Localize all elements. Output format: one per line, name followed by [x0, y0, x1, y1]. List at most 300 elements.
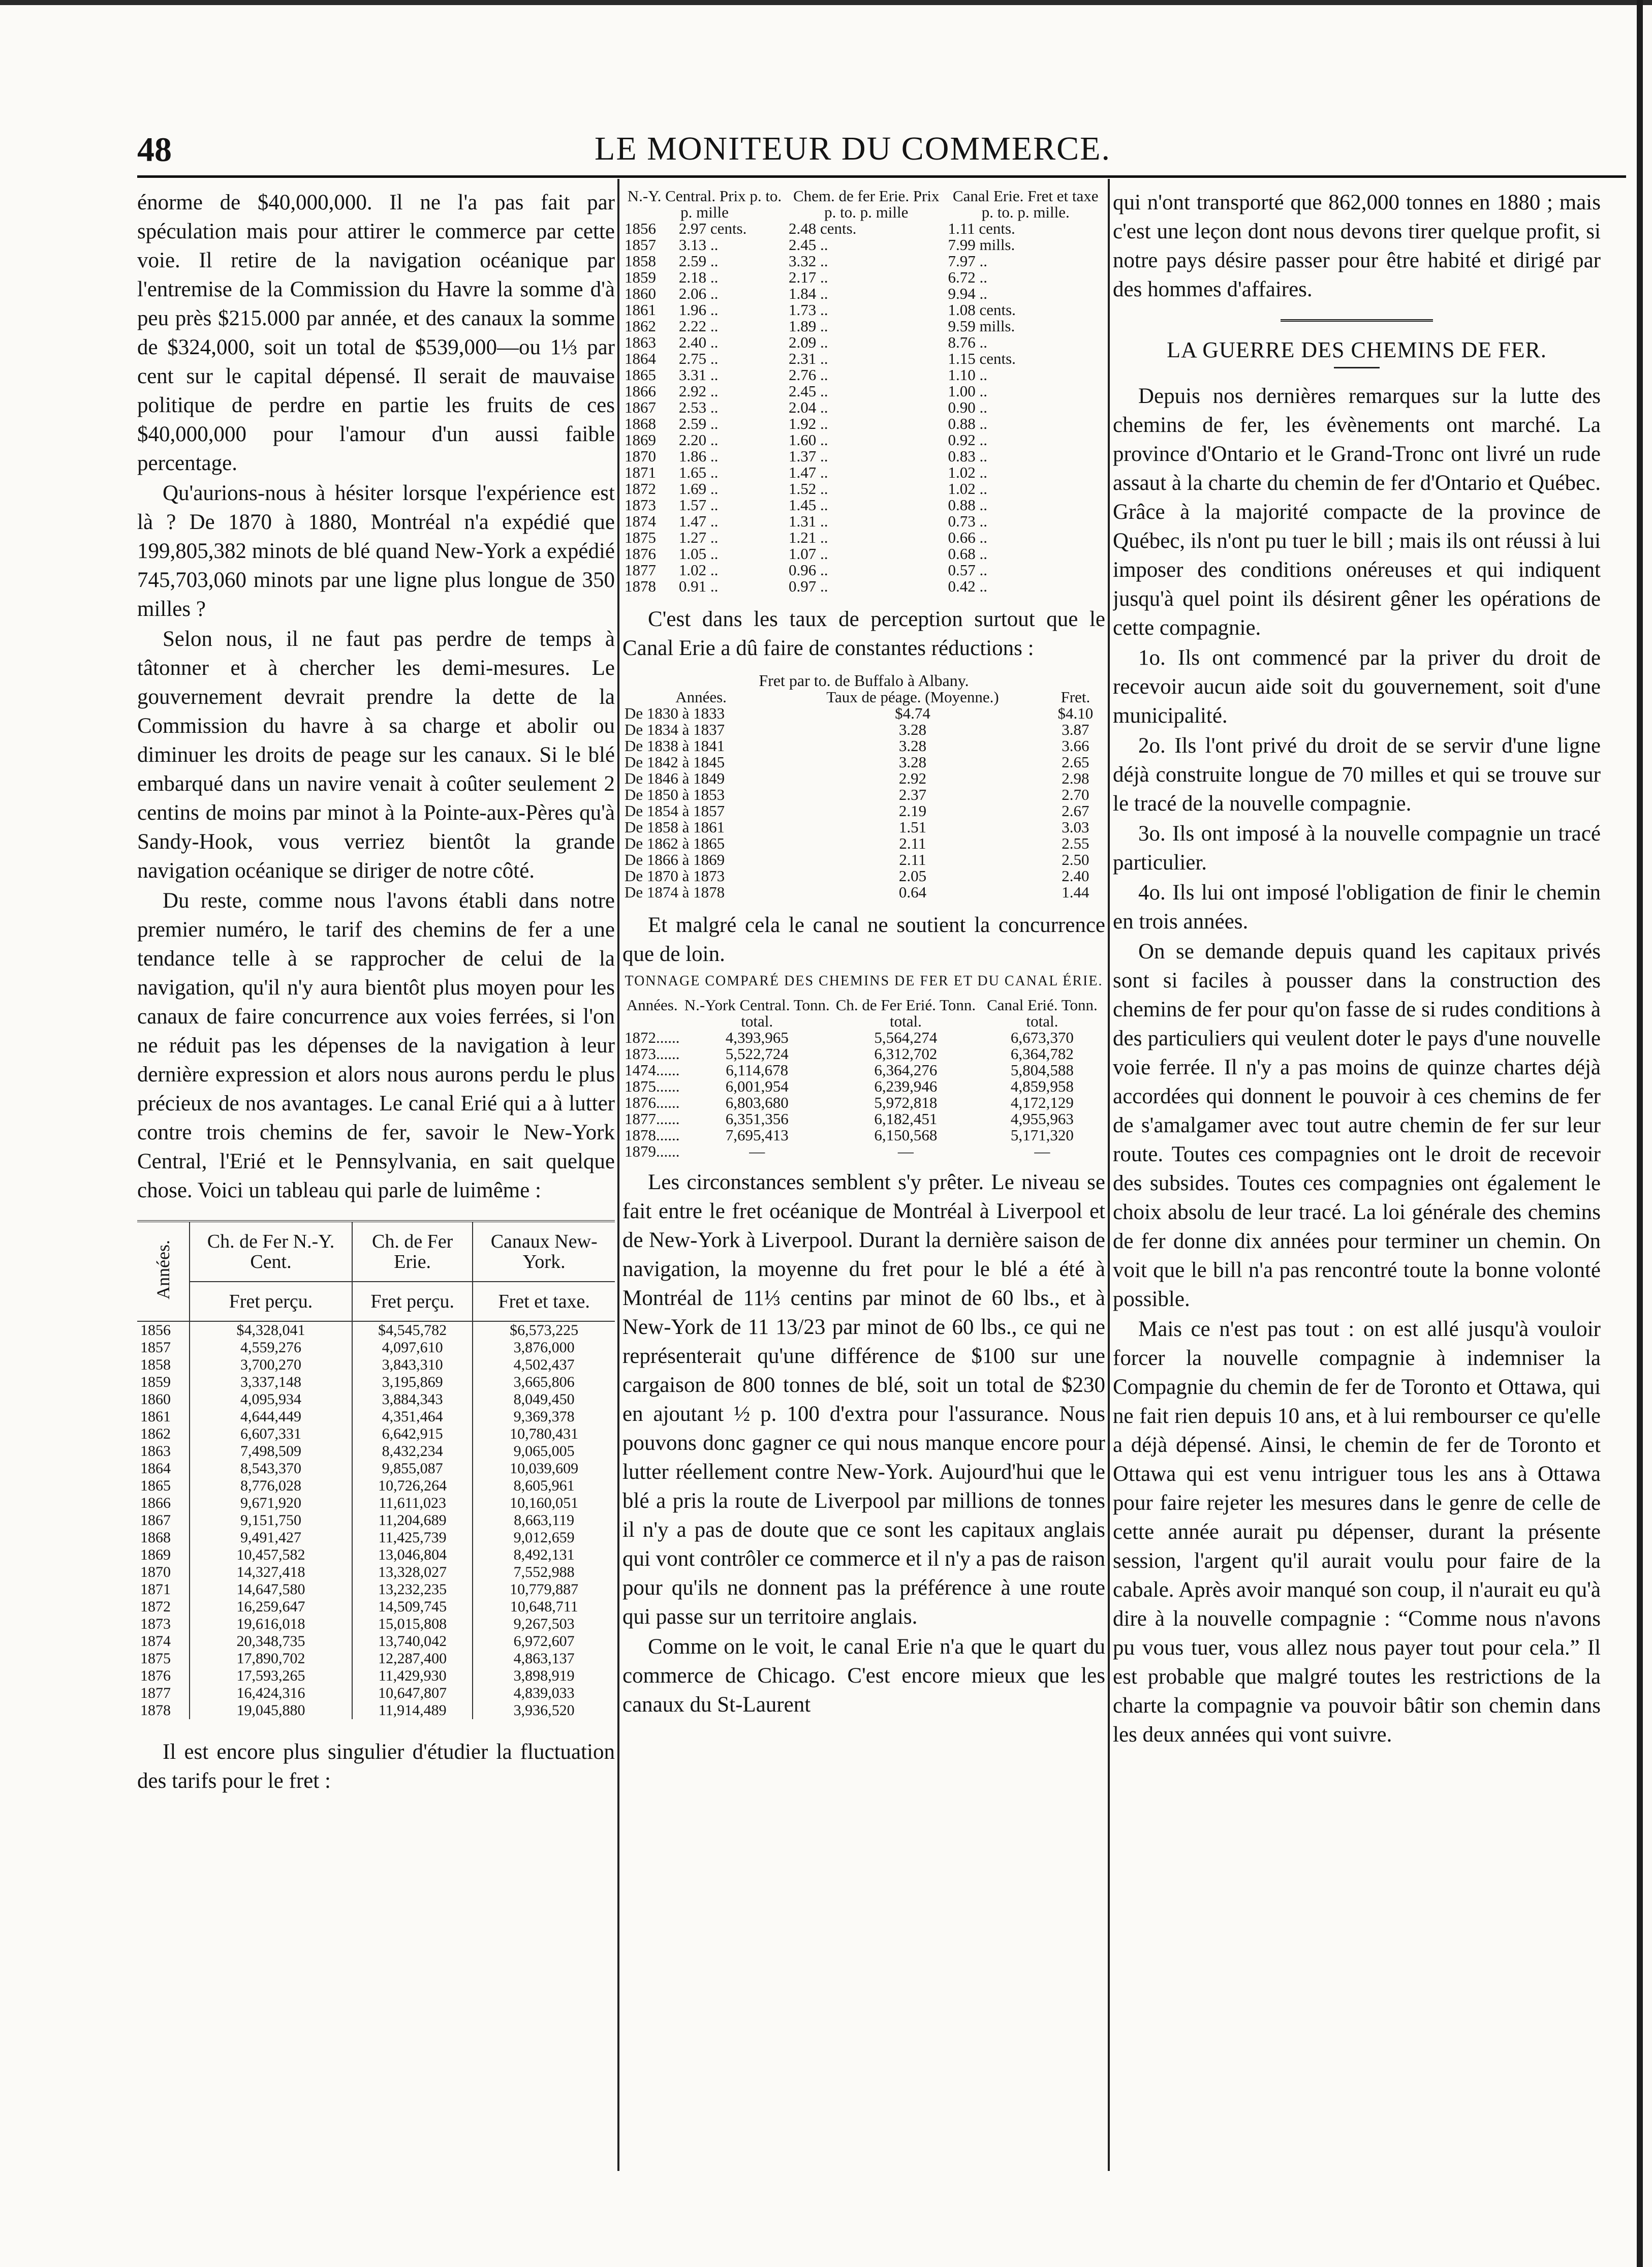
table-cell: 1867	[625, 398, 656, 416]
paragraph: 4o. Ils lui ont imposé l'obligation de finir le chemin en trois années.	[1113, 881, 1601, 934]
paragraph: On se demande depuis quand les capitaux privés sont si faciles à pousser dans la construction des chemins de fer pour qu'on fasse de si rudes conditions à des particuliers qui veulent doter le pays d'une nouvelle voie ferrée. Il n'y a pas moins de quinze chartes déjà accordées qui donnent le pouvoir à ces chemins de fer de s'amalgamer avec tout autre chemin de fer sur leur route. Toutes ces compagnies ont le droit de recevoir des subsides. Toutes ces compagnies ont également le choix absolu de leur tracé. La loi générale des chemins de fer donne dix années pour terminer un chemin. On voit que le bill n'a pas rencontré toute la bonne volonté possible.	[1113, 940, 1601, 1311]
table-row	[622, 738, 1105, 754]
table-row	[137, 1650, 615, 1667]
table-cell: 7,552,988	[513, 1564, 575, 1580]
table-row	[622, 770, 1105, 787]
table-row	[622, 562, 1105, 578]
table-row	[622, 835, 1105, 852]
table-cell: 5,522,724	[725, 1045, 789, 1063]
table-cell: 1865	[625, 366, 656, 384]
table-header: Ch. de Fer Erié. Tonn. total.	[835, 996, 976, 1030]
table-cell: 1.11 cents.	[948, 220, 1015, 237]
table-header: Chem. de fer Erie. Prix p. to. p. mille	[793, 188, 940, 221]
table-cell: De 1870 à 1873	[625, 867, 725, 885]
table-cell: De 1838 à 1841	[625, 737, 725, 755]
table-cell: 6,351,356	[725, 1110, 789, 1128]
table-cell: 13,328,027	[352, 1564, 473, 1581]
table-row	[622, 852, 1105, 868]
table-cell: 1856	[625, 220, 656, 237]
table-cell: 2.98	[1062, 769, 1089, 787]
table-cell: 1.86 ..	[678, 447, 719, 465]
table-cell: 1474......	[625, 1061, 680, 1079]
table-cell: 5,564,274	[874, 1029, 938, 1046]
table-cell: 2.17 ..	[788, 268, 828, 286]
table-subheader: Fret perçu.	[190, 1282, 352, 1321]
table-row	[137, 1408, 615, 1425]
table-cell: 4,351,464	[352, 1408, 473, 1425]
table-cell: 0.83 ..	[948, 447, 987, 465]
table-cell: 2.22 ..	[678, 317, 719, 335]
table-row	[622, 705, 1105, 722]
table-row	[137, 1477, 615, 1495]
table-cell: 1.15 cents.	[948, 350, 1016, 367]
table-cell: 2.05	[898, 867, 927, 885]
paragraph: Mais ce n'est pas tout : on est allé jusqu'à vouloir forcer la nouvelle compagnie à indemniser la Compagnie du chemin de fer de Toronto et Ottawa, qui ne fait rien depuis 10 ans, et à lui rembourser ce qu'elle a déjà dépensé. Ainsi, le chemin de fer de Toronto et Ottawa qui est venu intriguer tous les ans à Ottawa pour faire rejeter les mesures dans le genre de celle de cette année aurait pu dépenser, durant la présente session, l'argent qu'il aurait voulu pour faire de la cabale. Après avoir manqué son coup, il n'aurait eu qu'à dire à la nouvelle compagnie : “Comme nous n'avons pu vous tuer, vous allez nous payer tout pour cela.” Il est probable que malgré toutes les restrictions de la charte la compagnie va pouvoir bâtir son chemin dans les deux années qui vont suivre.	[1113, 1317, 1601, 1747]
table-cell: 6,803,680	[725, 1094, 789, 1111]
table-cell: 1.84 ..	[788, 285, 828, 302]
table-row	[622, 432, 1105, 448]
top-border	[0, 0, 1652, 5]
table-cell: 11,204,689	[352, 1512, 473, 1529]
column-divider-2	[1108, 179, 1110, 2171]
table-cell: 7,498,509	[190, 1443, 352, 1460]
paragraph: Depuis nos dernières remarques sur la lutte des chemins de fer, les évènements ont marché. La province d'Ontario et le Grand-Tronc ont livré un rude assaut à la charte du chemin de fer d'Ontario et Québec. Grâce à la majorité compacte de la province de Québec, ils n'ont pu tuer le bill ; mais ils ont réussi à lui imposer des conditions onéreuses et qui indiquent jusqu'à quel point ils désirent gêner les opérations de cette compagnie.	[1113, 384, 1601, 640]
table-row	[137, 1391, 615, 1408]
table-cell: 1866	[137, 1495, 190, 1512]
table-cell: 3.28	[898, 721, 927, 738]
table-cell: 1864	[137, 1460, 190, 1477]
table-cell: 1875	[137, 1650, 190, 1667]
table-header: Années.	[675, 688, 727, 706]
table-cell: 1.51	[898, 818, 927, 836]
table-cell: 3.31 ..	[678, 366, 719, 384]
table-row	[622, 383, 1105, 399]
table-row	[622, 481, 1105, 497]
table-row	[622, 286, 1105, 302]
table-cell: 0.66 ..	[948, 529, 987, 546]
table-cell: 4,393,965	[725, 1029, 789, 1046]
paragraph: 2o. Ils l'ont privé du droit de se servir d'une ligne déjà construite longue de 70 milles et qui se trouve sur le tracé de la nouvelle compagnie.	[1113, 734, 1601, 816]
table-cell: 1.89 ..	[788, 317, 828, 335]
table-cell: 2.06 ..	[678, 285, 719, 302]
table-title: TONNAGE COMPARÉ DES CHEMINS DE FER ET DU CANAL ÉRIE.	[625, 973, 1103, 989]
table-cell: 1.05 ..	[678, 545, 719, 563]
table-cell: 8,432,234	[352, 1443, 473, 1460]
table-cell: 0.96 ..	[788, 561, 828, 579]
table-cell: 14,647,580	[190, 1581, 352, 1598]
table-cell: 4,502,437	[513, 1356, 575, 1373]
table-cell: 2.11	[899, 834, 926, 852]
table-row	[622, 1078, 1105, 1095]
table-cell: 2.31 ..	[788, 350, 828, 367]
table-cell: 6,001,954	[725, 1077, 789, 1095]
table-row	[137, 1374, 615, 1391]
table-cell: 3,898,919	[513, 1667, 575, 1684]
table-cell: 1872	[625, 480, 656, 498]
table-cell: 2.18 ..	[678, 268, 719, 286]
table-row	[137, 1425, 615, 1443]
paragraph: Les circonstances semblent s'y prêter. Le niveau se fait entre le fret océanique de Montréal à Liverpool et de New-York à Liverpool. Durant la dernière saison de navigation, la moyenne du fret pour le blé a été à Montréal de 11⅓ centins par minot de 60 lbs., et à New-York de 11 13/23 par minot de 60 lbs., ce qui ne représenterait qu'une différence de $100 sur une cargaison de 800 tonnes de blé, soit un total de $230 en ajoutant ½ p. 100 d'extra pour l'assurance. Nous pouvons donc gagner ce qui nous manque encore pour lutter réellement contre New-York. Aujourd'hui que le blé a pris la route de Liverpool par millions de tonnes il n'y a pas de doute que ce sont les capitaux anglais qui vont contrôler ce commerce et il n'y a pas de raison pour qu'ils ne donnent pas la préférence à une route qui passe sur un territoire anglais.	[622, 1170, 1105, 1629]
table-cell: 1868	[137, 1529, 190, 1546]
table-cell: 4,863,137	[513, 1650, 575, 1667]
table-header: Taux de péage. (Moyenne.)	[826, 688, 999, 706]
table-cell: 1.37 ..	[788, 447, 828, 465]
table-cell: 10,648,711	[510, 1598, 578, 1615]
table-cell: 10,779,887	[510, 1581, 579, 1598]
paragraph: qui n'ont transporté que 862,000 tonnes en 1880 ; mais c'est une leçon dont nous devons tirer quelque profit, si notre pays désire passer pour être habité et dirigé par des hommes d'affaires.	[1113, 191, 1601, 301]
table-cell: 8,776,028	[190, 1477, 352, 1495]
table-cell: 1.07 ..	[788, 545, 828, 563]
table-cell: 1.47 ..	[678, 512, 719, 530]
table-cell: 1864	[625, 350, 656, 367]
table-cell: $6,573,225	[510, 1322, 579, 1339]
table-cell: 1.52 ..	[788, 480, 828, 498]
table-row	[137, 1512, 615, 1529]
column-3	[1113, 188, 1601, 1750]
table-cell: 1877......	[625, 1110, 680, 1128]
table-cell: 1.69 ..	[678, 480, 719, 498]
table-row	[137, 1616, 615, 1633]
table-row	[622, 269, 1105, 286]
section-heading: LA GUERRE DES CHEMINS DE FER.	[1167, 337, 1547, 362]
table-row	[137, 1598, 615, 1616]
table-cell: 1.21 ..	[788, 529, 828, 546]
table-cell: 0.42 ..	[948, 577, 987, 595]
table-cell: $4.74	[895, 704, 930, 722]
table-row	[622, 884, 1105, 900]
table-cell: 5,171,320	[1010, 1126, 1074, 1144]
table-cell: 11,914,489	[352, 1702, 473, 1719]
table-cell: 1863	[625, 333, 656, 351]
freight-revenue-table	[137, 1220, 615, 1719]
table-cell: 1874	[137, 1633, 190, 1650]
table-cell: De 1846 à 1849	[625, 769, 725, 787]
table-cell: De 1830 à 1833	[625, 704, 725, 722]
rates-table	[622, 188, 1105, 595]
table-cell: 2.55	[1062, 834, 1089, 852]
table-row	[622, 578, 1105, 595]
table-header: Canaux New-York.	[473, 1221, 615, 1282]
table-cell: 1861	[137, 1408, 190, 1425]
table-header: N.-Y. Central. Prix p. to. p. mille	[627, 188, 782, 221]
table-cell: 1876	[625, 545, 656, 563]
table-cell: 2.37	[898, 786, 927, 803]
table-header: Ch. de Fer N.-Y. Cent.	[190, 1221, 352, 1282]
page-title: LE MONITEUR DU COMMERCE.	[595, 130, 1111, 167]
table-row	[137, 1339, 615, 1356]
table-header: Canal Erie. Fret et taxe p. to. p. mille.	[952, 188, 1099, 221]
table-cell: 1860	[625, 285, 656, 302]
table-row	[137, 1460, 615, 1477]
table-cell: 0.68 ..	[948, 545, 987, 563]
table-cell: 1860	[137, 1391, 190, 1408]
table-cell: 1875	[625, 529, 656, 546]
table-cell: 3,665,806	[513, 1374, 575, 1390]
tonnage-table	[622, 997, 1105, 1160]
table-cell: 1857	[137, 1339, 190, 1356]
table-cell: 1876	[137, 1667, 190, 1685]
table-row	[137, 1581, 615, 1598]
table-cell: 11,425,739	[352, 1529, 473, 1546]
paragraph: Qu'aurions-nous à hésiter lorsque l'expérience est là ? De 1870 à 1880, Montréal n'a expédié que 199,805,382 minots de blé quand New-York a expédié 745,703,060 minots par une ligne plus longue de 350 milles ?	[137, 481, 615, 621]
table-cell: 0.97 ..	[788, 577, 828, 595]
table-cell: 6.72 ..	[948, 268, 987, 286]
section-divider	[1281, 319, 1433, 322]
table-cell: —	[897, 1142, 914, 1160]
table-row	[622, 530, 1105, 546]
table-cell: 2.53 ..	[678, 398, 719, 416]
table-row	[622, 464, 1105, 481]
table-cell: 1859	[625, 268, 656, 286]
paragraph: énorme de $40,000,000. Il ne l'a pas fait par spéculation mais pour attirer le commerce par cette voie. Il retire de la navigation océanique par l'entremise de la Commission du Havre la somme d'à peu près $215.000 par année, et des canaux la somme de $324,000, soit un total de $539,000—ou 1⅓ par cent sur le capital dépensé. Il serait de mauvaise politique de perdre en partie les fruits de ces $40,000,000 pour l'amour d'un aussi faible percentage.	[137, 191, 615, 475]
table-cell: 10,647,807	[352, 1685, 473, 1702]
table-cell: 16,424,316	[190, 1685, 352, 1702]
table-cell: 9,151,750	[190, 1512, 352, 1529]
table-cell: De 1842 à 1845	[625, 753, 725, 771]
table-cell: 12,287,400	[352, 1650, 473, 1667]
table-cell: 6,673,370	[1010, 1029, 1074, 1046]
table-cell: 8,492,131	[513, 1546, 575, 1563]
table-cell: —	[1034, 1142, 1050, 1160]
table-cell: 19,045,880	[190, 1702, 352, 1719]
table-cell: 2.45 ..	[788, 382, 828, 400]
table-cell: 9,267,503	[513, 1616, 575, 1632]
table-row	[622, 497, 1105, 513]
table-cell: 2.70	[1062, 786, 1089, 803]
table-row	[137, 1356, 615, 1374]
table-cell: 19,616,018	[190, 1616, 352, 1633]
table-cell: 14,327,418	[190, 1564, 352, 1581]
table-cell: 3,195,869	[352, 1374, 473, 1391]
table-cell: 4,839,033	[513, 1685, 575, 1701]
table-row	[622, 1095, 1105, 1111]
table-header: Canal Erié. Tonn. total.	[987, 996, 1098, 1030]
table-row	[622, 399, 1105, 416]
table-cell: 20,348,735	[190, 1633, 352, 1650]
table-row	[622, 868, 1105, 884]
table-cell: 7.99 mills.	[948, 236, 1015, 254]
table-cell: 0.88 ..	[948, 496, 987, 514]
table-cell: 1871	[137, 1581, 190, 1598]
paragraph: 3o. Ils ont imposé à la nouvelle compagnie un tracé particulier.	[1113, 822, 1601, 875]
table-cell: 4,859,958	[1010, 1077, 1074, 1095]
table-cell: 4,172,129	[1010, 1094, 1074, 1111]
table-row	[622, 513, 1105, 530]
table-cell: —	[749, 1142, 765, 1160]
table-cell: 8,049,450	[513, 1391, 575, 1408]
table-cell: 1866	[625, 382, 656, 400]
table-row	[622, 722, 1105, 738]
table-cell: 3,337,148	[190, 1374, 352, 1391]
table-cell: 3,843,310	[352, 1356, 473, 1374]
table-cell: De 1850 à 1853	[625, 786, 725, 803]
table-cell: 2.19	[898, 802, 927, 820]
table-cell: 1.47 ..	[788, 463, 828, 481]
table-row	[137, 1546, 615, 1564]
table-cell: 6,607,331	[190, 1425, 352, 1443]
table-cell: 1.02 ..	[948, 480, 987, 498]
table-row	[622, 1046, 1105, 1062]
table-cell: 3,700,270	[190, 1356, 352, 1374]
table-row	[622, 221, 1105, 237]
table-cell: 8,543,370	[190, 1460, 352, 1477]
table-row	[622, 546, 1105, 562]
table-cell: 13,740,042	[352, 1633, 473, 1650]
table-cell: 2.45 ..	[788, 236, 828, 254]
table-cell: 4,095,934	[190, 1391, 352, 1408]
table-cell: 3,936,520	[513, 1702, 575, 1719]
table-cell: 2.50	[1062, 851, 1089, 868]
table-row	[622, 351, 1105, 367]
table-row	[622, 819, 1105, 835]
right-border	[1637, 0, 1643, 2267]
table-cell: 5,804,588	[1010, 1061, 1074, 1079]
table-cell: 2.67	[1062, 802, 1089, 820]
table-cell: 4,644,449	[190, 1408, 352, 1425]
table-cell: 3.03	[1062, 818, 1089, 836]
table-cell: De 1854 à 1857	[625, 802, 725, 820]
table-cell: 16,259,647	[190, 1598, 352, 1616]
table-cell: 1.65 ..	[678, 463, 719, 481]
table-cell: 1.92 ..	[788, 415, 828, 432]
table-cell: 1873......	[625, 1045, 680, 1063]
table-cell: 1.02 ..	[678, 561, 719, 579]
table-cell: 1872......	[625, 1029, 680, 1046]
table-cell: 2.75 ..	[678, 350, 719, 367]
table-cell: 1.73 ..	[788, 301, 828, 319]
table-cell: 10,039,609	[510, 1460, 579, 1477]
table-cell: 6,239,946	[874, 1077, 938, 1095]
table-subheader: Fret et taxe.	[473, 1282, 615, 1321]
table-cell: De 1834 à 1837	[625, 721, 725, 738]
table-cell: 1.96 ..	[678, 301, 719, 319]
table-cell: 1862	[625, 317, 656, 335]
paragraph: 1o. Ils ont commencé par la priver du droit de recevoir aucun aide soit du gouvernement, soit d'une municipalité.	[1113, 646, 1601, 728]
table-cell: 3.32 ..	[788, 252, 828, 270]
table-row	[622, 318, 1105, 334]
page-number: 48	[137, 130, 172, 169]
table-cell: 1877	[137, 1685, 190, 1702]
column-divider-1	[617, 179, 619, 2171]
table-cell: 6,150,568	[874, 1126, 938, 1144]
table-row	[622, 1127, 1105, 1143]
table-caption: Fret par to. de Buffalo à Albany.	[759, 671, 969, 690]
table-cell: 1878	[625, 577, 656, 595]
table-cell: 0.91 ..	[678, 577, 719, 595]
table-cell: 0.88 ..	[948, 415, 987, 432]
table-row	[137, 1529, 615, 1546]
table-row	[137, 1564, 615, 1581]
table-cell: 1873	[625, 496, 656, 514]
table-cell: 6,312,702	[874, 1045, 938, 1063]
table-cell: 6,642,915	[352, 1425, 473, 1443]
table-cell: 17,593,265	[190, 1667, 352, 1685]
table-cell: 3,876,000	[513, 1339, 575, 1356]
table-cell: 1858	[137, 1356, 190, 1374]
table-cell: 1877	[625, 561, 656, 579]
table-cell: 0.73 ..	[948, 512, 987, 530]
table-cell: 2.65	[1062, 753, 1089, 771]
paragraph: Et malgré cela le canal ne soutient la concurrence que de loin.	[622, 913, 1105, 966]
table-cell: 1863	[137, 1443, 190, 1460]
table-cell: 2.40	[1062, 867, 1089, 885]
table-cell: 3.28	[898, 737, 927, 755]
paragraph: Du reste, comme nous l'avons établi dans notre premier numéro, le tarif des chemins de fer a une tendance telle à se rapprocher de celui de la navigation, qu'il n'y aura bientôt plus moyen pour les canaux de faire concurrence aux voies ferrées, si l'on ne réduit pas les dépenses de la navigation à leur dernière expression et alors nous aurons perdu le plus précieux de nos avantages. Le canal Erié qui a à lutter contre trois chemins de fer, savoir le New-York Central, l'Erié et le Pennsylvania, en sait quelque chose. Voici un tableau qui parle de luimême :	[137, 889, 615, 1202]
table-row	[622, 1030, 1105, 1046]
table-cell: 9,671,920	[190, 1495, 352, 1512]
table-cell: 1.60 ..	[788, 431, 828, 449]
table-row	[622, 803, 1105, 819]
table-row	[622, 754, 1105, 770]
table-cell: 6,364,276	[874, 1061, 938, 1079]
table-cell: 1.10 ..	[948, 366, 987, 384]
paragraph: Il est encore plus singulier d'étudier la fluctuation des tarifs pour le fret :	[137, 1740, 615, 1793]
table-cell: 0.64	[898, 883, 927, 901]
table-row	[137, 1702, 615, 1719]
table-cell: 1870	[137, 1564, 190, 1581]
table-cell: 1868	[625, 415, 656, 432]
table-cell: 3,884,343	[352, 1391, 473, 1408]
table-cell: 8,663,119	[514, 1512, 575, 1529]
table-cell: $4.10	[1057, 704, 1094, 722]
table-cell: 2.92 ..	[678, 382, 719, 400]
table-cell: 2.59 ..	[678, 415, 719, 432]
tolls-table	[622, 689, 1105, 900]
table-cell: 9,065,005	[513, 1443, 575, 1459]
table-cell: 1865	[137, 1477, 190, 1495]
table-cell: 9,369,378	[513, 1408, 575, 1425]
table-cell: 13,046,804	[352, 1546, 473, 1564]
table-cell: 2.76 ..	[788, 366, 828, 384]
table-cell: 1878......	[625, 1126, 680, 1144]
table-subheader: Fret perçu.	[352, 1282, 473, 1321]
table-cell: 1867	[137, 1512, 190, 1529]
table-cell: 2.92	[898, 769, 927, 787]
table-header: Années.	[137, 1221, 190, 1321]
table-cell: 0.92 ..	[948, 431, 987, 449]
table-cell: 1873	[137, 1616, 190, 1633]
table-header: Fret.	[1061, 688, 1090, 706]
table-cell: 1858	[625, 252, 656, 270]
table-row	[622, 1143, 1105, 1160]
table-cell: 1876......	[625, 1094, 680, 1111]
table-cell: 2.04 ..	[788, 398, 828, 416]
table-cell: 4,097,610	[352, 1339, 473, 1356]
table-row	[137, 1495, 615, 1512]
table-cell: 1869	[625, 431, 656, 449]
table-cell: 0.90 ..	[948, 398, 987, 416]
table-row	[622, 1062, 1105, 1078]
table-row	[137, 1321, 615, 1339]
table-row	[622, 416, 1105, 432]
header-rule	[137, 175, 1626, 178]
table-cell: 17,890,702	[190, 1650, 352, 1667]
table-cell: 9,012,659	[513, 1529, 575, 1546]
table-cell: $4,545,782	[352, 1321, 473, 1339]
table-cell: 1857	[625, 236, 656, 254]
table-cell: 1.02 ..	[948, 463, 987, 481]
table-cell: 13,232,235	[352, 1581, 473, 1598]
heading-rule	[1334, 367, 1380, 368]
table-cell: 2.97 cents.	[678, 220, 747, 237]
table-cell: 4,559,276	[190, 1339, 352, 1356]
table-cell: 11,429,930	[352, 1667, 473, 1685]
table-cell: De 1866 à 1869	[625, 851, 725, 868]
table-cell: 15,015,808	[352, 1616, 473, 1633]
table-header: Ch. de Fer Erie.	[352, 1221, 473, 1282]
table-cell: 0.57 ..	[948, 561, 987, 579]
table-cell: 2.11	[899, 851, 926, 868]
